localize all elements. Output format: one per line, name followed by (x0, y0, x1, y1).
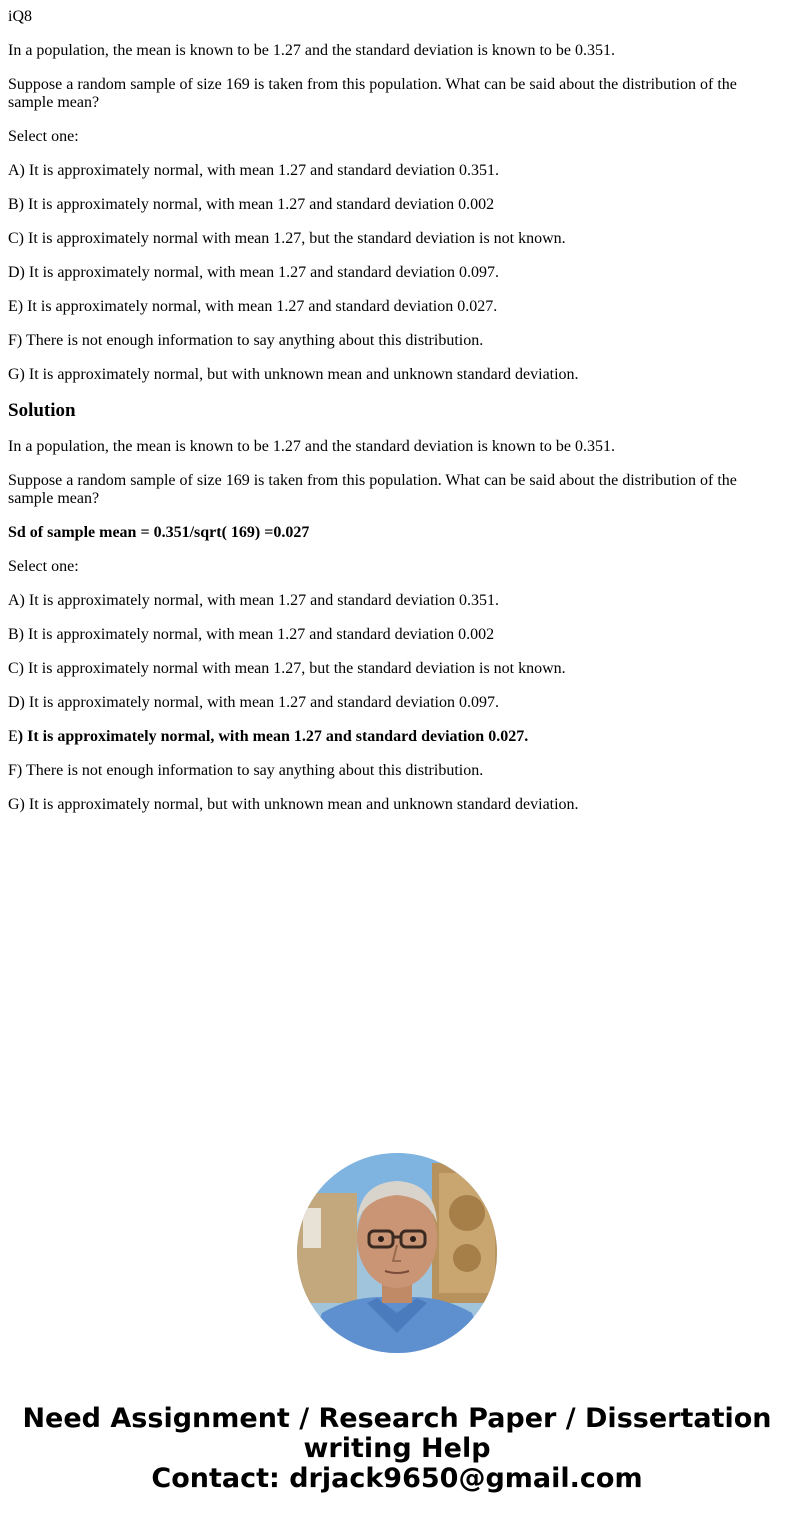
promo-line-1: Need Assignment / Research Paper / Dissertation (22, 1403, 772, 1434)
select-label: Select one: (8, 128, 79, 145)
solution-option-d: D) It is approximately normal, with mean 1.27 and standard deviation 0.097. (8, 694, 499, 711)
option-a: A) It is approximately normal, with mean 1.27 and standard deviation 0.351. (8, 162, 499, 179)
option-g: G) It is approximately normal, but with unknown mean and unknown standard deviation. (8, 366, 579, 383)
promo-contact: Contact: drjack9650@gmail.com (151, 1463, 643, 1494)
solution-prompt: Suppose a random sample of size 169 is taken from this population. What can be said about the distribution of the sample mean? (8, 472, 737, 507)
solution-option-e (8, 728, 786, 746)
question-stem: In a population, the mean is known to be 1.27 and the standard deviation is known to be 0.351. (8, 42, 615, 59)
option-f: F) There is not enough information to say anything about this distribution. (8, 332, 484, 349)
solution-option-c: C) It is approximately normal with mean 1.27, but the standard deviation is not known. (8, 660, 566, 677)
solution-stem: In a population, the mean is known to be 1.27 and the standard deviation is known to be 0.351. (8, 438, 615, 455)
promo-line-2: writing Help (303, 1433, 491, 1464)
solution-option-a: A) It is approximately normal, with mean 1.27 and standard deviation 0.351. (8, 592, 499, 609)
answer-text: ) It is approximately normal, with mean 1.27 and standard deviation 0.027. (17, 728, 529, 745)
answer-letter: E (8, 728, 18, 745)
solution-option-f: F) There is not enough information to say anything about this distribution. (8, 762, 484, 779)
solution-option-b: B) It is approximately normal, with mean 1.27 and standard deviation 0.002 (8, 626, 495, 643)
solution-heading: Solution (8, 400, 76, 421)
solution-option-g: G) It is approximately normal, but with unknown mean and unknown standard deviation. (8, 796, 579, 813)
solution-select-label: Select one: (8, 558, 79, 575)
promo-banner (0, 1404, 794, 1494)
option-e: E) It is approximately normal, with mean 1.27 and standard deviation 0.027. (8, 298, 498, 315)
option-c: C) It is approximately normal with mean 1.27, but the standard deviation is not known. (8, 230, 566, 247)
question-id: iQ8 (8, 8, 32, 25)
author-avatar (297, 1153, 497, 1353)
option-b: B) It is approximately normal, with mean 1.27 and standard deviation 0.002 (8, 196, 495, 213)
option-d: D) It is approximately normal, with mean 1.27 and standard deviation 0.097. (8, 264, 499, 281)
solution-working: Sd of sample mean = 0.351/sqrt( 169) =0.027 (8, 524, 310, 541)
question-prompt: Suppose a random sample of size 169 is taken from this population. What can be said about the distribution of the sample mean? (8, 76, 737, 111)
